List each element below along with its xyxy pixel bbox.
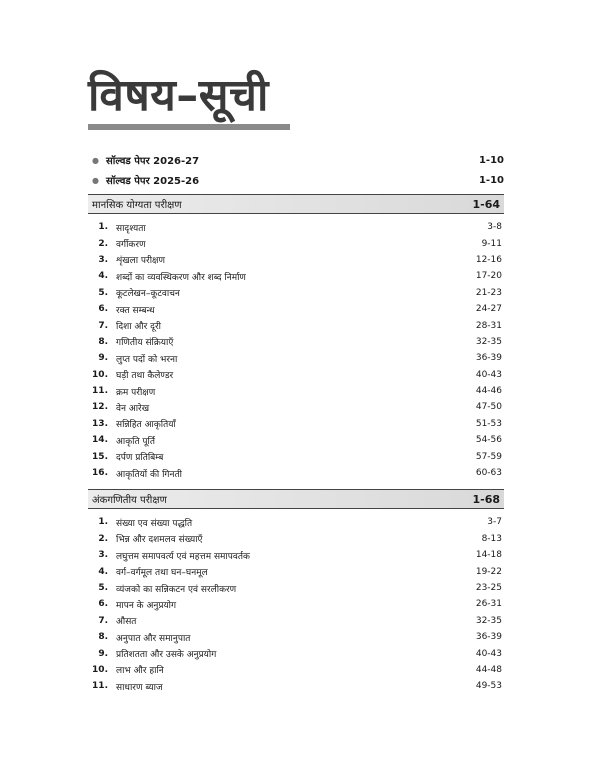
section-item-list bbox=[88, 219, 504, 481]
solved-paper-row[interactable] bbox=[88, 170, 504, 190]
toc-entry-number: 5. bbox=[98, 583, 108, 593]
toc-entry-pages: 54-56 bbox=[475, 435, 502, 446]
toc-entry-pages: 44-48 bbox=[475, 664, 502, 675]
toc-entry[interactable] bbox=[88, 334, 504, 350]
toc-entry-label: वर्ग–वर्गमूल तथा घन–घनमूल bbox=[116, 568, 208, 579]
toc-entry-pages: 23-25 bbox=[475, 583, 502, 593]
toc-entry-label: मापन के अनुप्रयोग bbox=[116, 600, 177, 611]
toc-entry-pages: 24-27 bbox=[475, 304, 502, 315]
toc-entry[interactable] bbox=[88, 645, 504, 661]
section-title: अंकगणितीय परीक्षण bbox=[92, 495, 167, 507]
toc-entry-label: अनुपात और समानुपात bbox=[116, 633, 191, 644]
toc-entry[interactable] bbox=[88, 350, 504, 366]
toc-entry-pages: 49-53 bbox=[475, 681, 502, 692]
toc-entry-label: सादृश्यता bbox=[116, 223, 146, 234]
page-title: विषय–सूची bbox=[88, 70, 269, 121]
toc-entry-label: लाभ और हानि bbox=[116, 666, 164, 677]
toc-entry-number: 7. bbox=[98, 615, 108, 626]
toc-entry-pages: 14-18 bbox=[475, 550, 502, 561]
toc-entry-number: 11. bbox=[92, 386, 108, 397]
toc-entry[interactable] bbox=[88, 383, 504, 399]
toc-entry-number: 6. bbox=[98, 599, 108, 610]
toc-entry-number: 2. bbox=[98, 238, 108, 249]
toc-entry-pages: 9-11 bbox=[481, 238, 502, 249]
toc-entry-label: प्रतिशतता और उसके अनुप्रयोग bbox=[116, 650, 217, 661]
toc-entry-label: आकृतियों की गिनती bbox=[116, 469, 182, 480]
toc-entry-label: कूटलेखन–कूटवाचन bbox=[116, 289, 180, 300]
solved-paper-label: सॉल्वड पेपर 2025-26 bbox=[106, 176, 200, 187]
toc-entry-pages: 57-59 bbox=[475, 451, 502, 462]
toc-entry-label: वेन आरेख bbox=[116, 403, 150, 414]
sections-container bbox=[88, 194, 504, 695]
toc-entry-number: 10. bbox=[92, 664, 108, 675]
solved-paper-pages: 1-10 bbox=[478, 154, 504, 166]
toc-entry-pages: 3-7 bbox=[487, 517, 502, 528]
toc-entry-label: क्रम परीक्षण bbox=[116, 387, 156, 398]
toc-entry-pages: 19-22 bbox=[475, 566, 502, 577]
toc-entry-pages: 40-43 bbox=[475, 369, 502, 380]
toc-entry-pages: 17-20 bbox=[475, 271, 502, 282]
toc-entry[interactable] bbox=[88, 547, 504, 563]
section-title: मानसिक योग्यता परीक्षण bbox=[92, 200, 182, 211]
table-of-contents bbox=[88, 150, 504, 703]
section-item-list bbox=[88, 514, 504, 694]
toc-entry-number: 4. bbox=[98, 566, 108, 577]
toc-entry-number: 11. bbox=[92, 681, 108, 692]
toc-entry[interactable] bbox=[88, 235, 504, 251]
toc-entry-number: 5. bbox=[98, 287, 108, 298]
toc-entry[interactable] bbox=[88, 580, 504, 596]
toc-entry-pages: 40-43 bbox=[475, 648, 502, 659]
toc-entry-number: 14. bbox=[92, 435, 108, 446]
toc-entry-label: शृंखला परीक्षण bbox=[116, 256, 166, 267]
toc-entry[interactable] bbox=[88, 219, 504, 235]
toc-entry[interactable] bbox=[88, 285, 504, 301]
toc-entry-label: सन्निहित आकृतियाँ bbox=[116, 420, 176, 431]
toc-entry-pages: 3-8 bbox=[487, 222, 502, 233]
toc-title-block bbox=[88, 70, 308, 130]
toc-entry[interactable] bbox=[88, 432, 504, 448]
toc-entry-label: संख्या एव संख्या पद्धति bbox=[116, 518, 193, 529]
section-pages: 1-68 bbox=[472, 492, 500, 506]
toc-entry[interactable] bbox=[88, 301, 504, 317]
toc-entry-pages: 44-46 bbox=[475, 386, 502, 397]
toc-entry-pages: 12-16 bbox=[475, 254, 502, 265]
toc-entry-number: 7. bbox=[98, 320, 108, 331]
toc-entry-label: भिन्न और दशमलव संख्याएँ bbox=[116, 535, 203, 546]
toc-entry-label: वर्गीकरण bbox=[116, 240, 146, 251]
toc-entry-label: दर्पण प्रतिबिम्ब bbox=[116, 453, 164, 464]
toc-entry-pages: 36-39 bbox=[475, 353, 502, 364]
toc-entry-label: घड़ी तथा कैलेण्डर bbox=[116, 371, 174, 382]
toc-entry-number: 8. bbox=[98, 336, 108, 347]
toc-entry-number: 4. bbox=[98, 271, 108, 282]
toc-entry-pages: 51-53 bbox=[475, 418, 502, 429]
toc-entry-number: 6. bbox=[98, 304, 108, 315]
toc-entry-number: 1. bbox=[98, 517, 108, 528]
toc-entry-label: रक्त सम्बन्ध bbox=[116, 305, 155, 316]
toc-entry-pages: 8-13 bbox=[481, 533, 502, 544]
toc-entry[interactable] bbox=[88, 448, 504, 464]
solved-paper-label: सॉल्वड पेपर 2026-27 bbox=[106, 156, 200, 167]
solved-paper-row[interactable] bbox=[88, 150, 504, 170]
toc-entry-pages: 32-35 bbox=[475, 336, 502, 347]
toc-entry-label: गणितीय संक्रियाएँ bbox=[116, 338, 174, 349]
toc-entry-number: 13. bbox=[92, 418, 108, 429]
toc-entry[interactable] bbox=[88, 317, 504, 333]
toc-entry[interactable] bbox=[88, 399, 504, 415]
toc-entry-label: लघुत्तम समापवर्त्य एवं महत्तम समापवर्तक bbox=[116, 551, 250, 562]
toc-entry-pages: 60-63 bbox=[475, 468, 502, 479]
toc-entry-label: शब्दों का व्यवस्थिकरण और शब्द निर्माण bbox=[116, 272, 246, 283]
section-header[interactable] bbox=[88, 194, 504, 214]
title-underline bbox=[88, 124, 290, 130]
bullet-icon: ● bbox=[92, 175, 99, 185]
toc-entry[interactable] bbox=[88, 596, 504, 612]
toc-entry-number: 9. bbox=[98, 353, 108, 364]
toc-entry-number: 1. bbox=[98, 222, 108, 233]
toc-entry-label: व्यंजको का सन्निकटन एवं सरलीकरण bbox=[116, 584, 237, 595]
toc-entry-pages: 47-50 bbox=[475, 402, 502, 413]
toc-entry[interactable] bbox=[88, 662, 504, 678]
toc-entry[interactable] bbox=[88, 613, 504, 629]
toc-entry-number: 10. bbox=[92, 369, 108, 380]
toc-entry-label: औसत bbox=[116, 617, 137, 628]
toc-entry[interactable] bbox=[88, 563, 504, 579]
toc-entry-number: 9. bbox=[98, 648, 108, 659]
toc-entry[interactable] bbox=[88, 416, 504, 432]
section-pages: 1-64 bbox=[472, 197, 500, 211]
toc-entry-number: 3. bbox=[98, 254, 108, 265]
toc-entry-number: 15. bbox=[92, 451, 108, 462]
toc-entry-pages: 26-31 bbox=[475, 599, 502, 610]
toc-entry-number: 3. bbox=[98, 550, 108, 561]
toc-entry[interactable] bbox=[88, 367, 504, 383]
toc-entry[interactable] bbox=[88, 531, 504, 547]
toc-entry-label: साधारण ब्याज bbox=[116, 682, 163, 693]
toc-entry[interactable] bbox=[88, 678, 504, 694]
toc-entry[interactable] bbox=[88, 465, 504, 481]
toc-entry-label: लुप्त पदों को भरना bbox=[116, 354, 178, 365]
toc-entry-label: आकृति पूर्ति bbox=[116, 436, 156, 447]
toc-entry[interactable] bbox=[88, 268, 504, 284]
toc-entry-number: 2. bbox=[98, 533, 108, 544]
toc-entry[interactable] bbox=[88, 252, 504, 268]
bullet-icon: ● bbox=[92, 155, 99, 165]
toc-entry[interactable] bbox=[88, 514, 504, 530]
solved-paper-pages: 1-10 bbox=[478, 174, 504, 186]
toc-entry[interactable] bbox=[88, 629, 504, 645]
toc-entry-pages: 21-23 bbox=[475, 287, 502, 298]
section-header[interactable] bbox=[88, 489, 504, 509]
toc-entry-pages: 32-35 bbox=[475, 615, 502, 626]
toc-entry-number: 16. bbox=[92, 468, 108, 479]
toc-entry-number: 8. bbox=[98, 632, 108, 643]
toc-entry-pages: 36-39 bbox=[475, 632, 502, 643]
solved-papers-list bbox=[88, 150, 504, 190]
toc-entry-number: 12. bbox=[92, 402, 108, 413]
toc-entry-pages: 28-31 bbox=[475, 320, 502, 331]
toc-entry-label: दिशा और दूरी bbox=[116, 322, 161, 333]
